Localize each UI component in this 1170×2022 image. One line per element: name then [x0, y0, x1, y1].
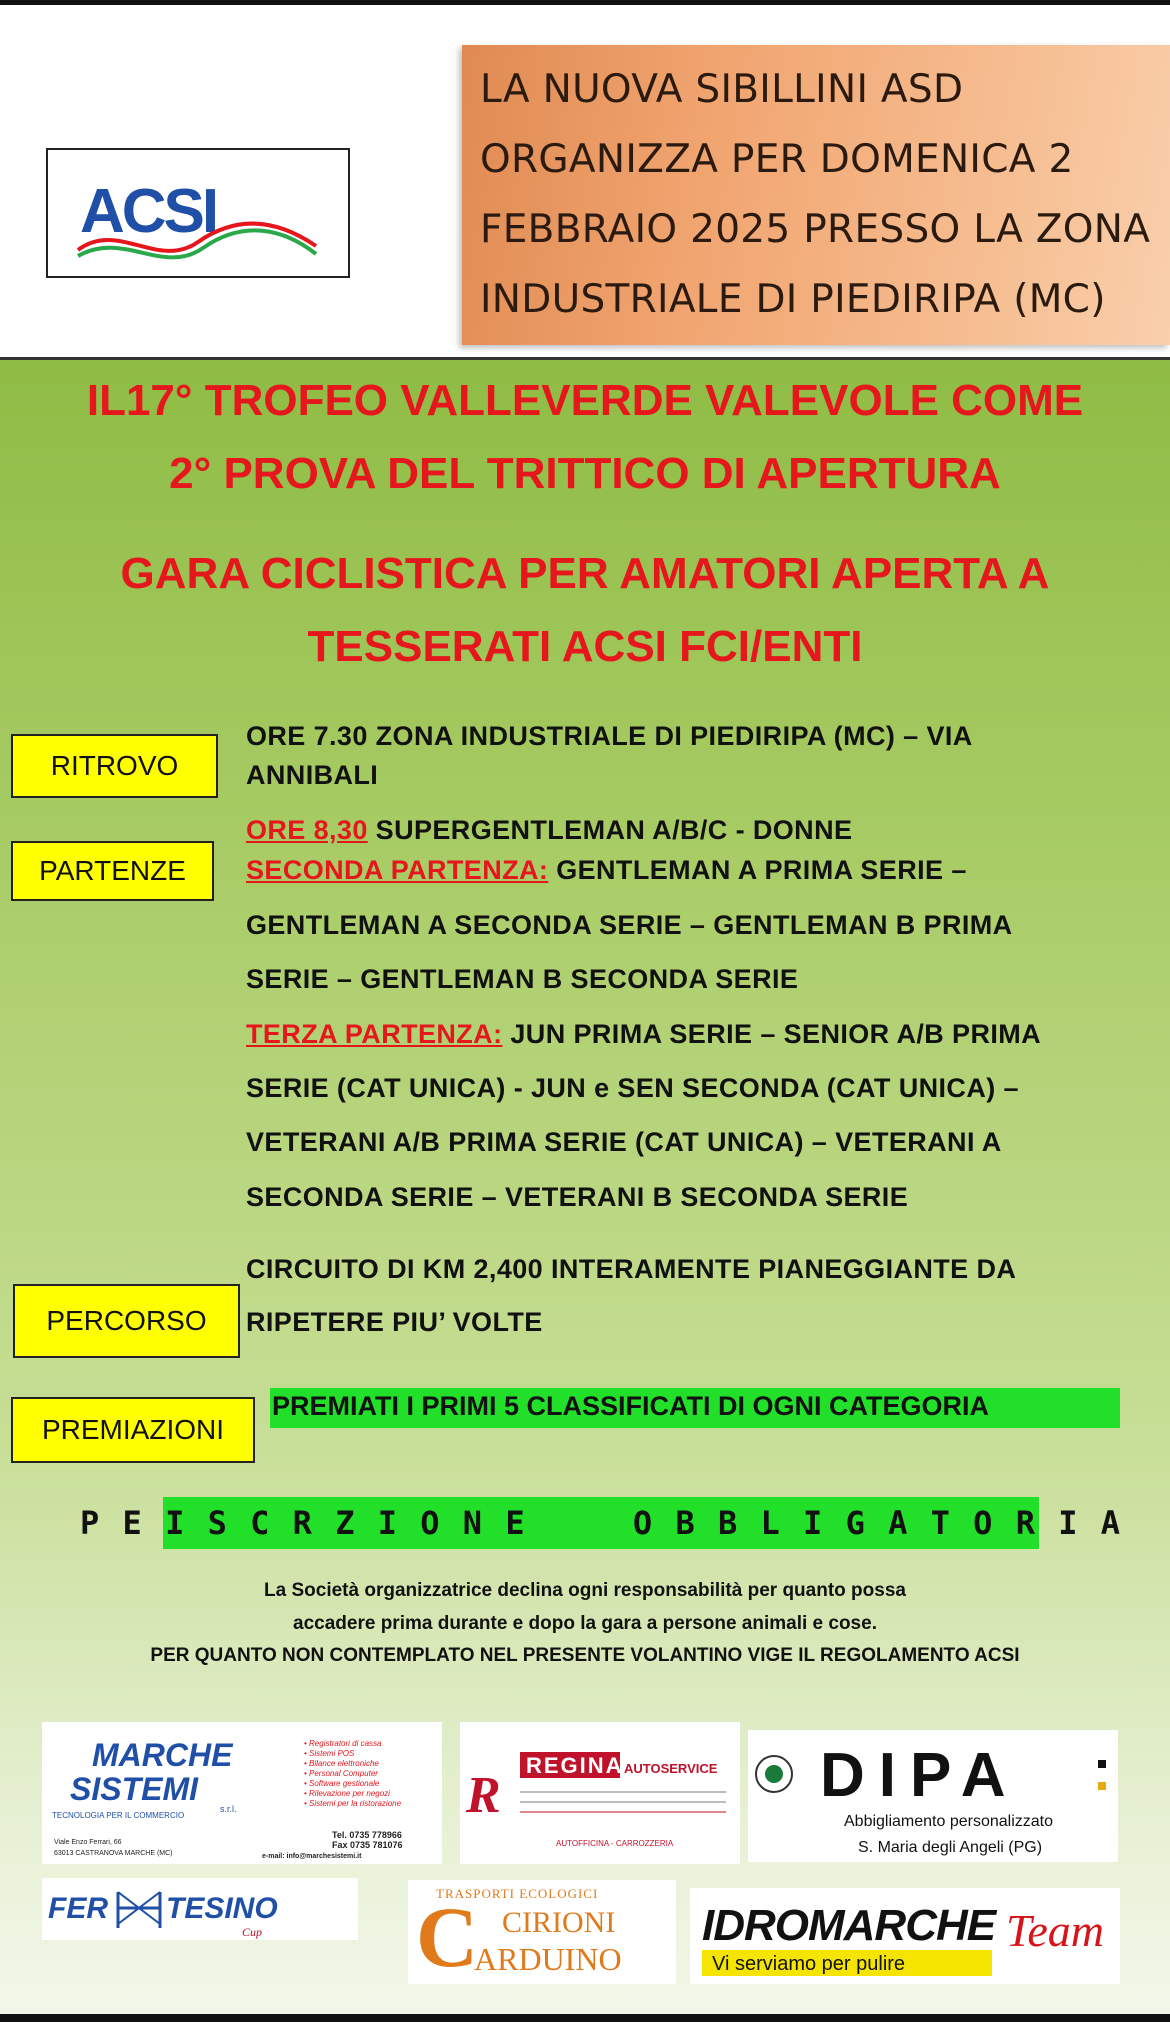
partenze-third-4: SECONDA SERIE – VETERANI B SECONDA SERIE: [246, 1182, 909, 1212]
ritrovo-label: RITROVO: [11, 734, 218, 798]
percorso-line-1: CIRCUITO DI KM 2,400 INTERAMENTE PIANEGGIANTE DA: [246, 1254, 1017, 1284]
marche-tagline: TECNOLOGIA PER IL COMMERCIO: [52, 1811, 185, 1820]
trofeo-title-line-1: IL17° TROFEO VALLEVERDE VALEVOLE COME: [86, 376, 1084, 425]
organizer-line: INDUSTRIALE DI PIEDIRIPA (MC): [480, 277, 1106, 322]
partenze-second: [246, 855, 967, 886]
terza-partenza-label: TERZA PARTENZA:: [246, 1019, 503, 1049]
iscrizione-obbligatoria: P E I S C R Z I O N E O B B L I G A T O R I A: [163, 1497, 1039, 1549]
organizer-line: FEBBRAIO 2025 PRESSO LA ZONA: [480, 207, 1151, 252]
marche-service: • Registratori di cassa: [304, 1739, 382, 1748]
disclaimer-line-1: La Società organizzatrice declina ogni responsabilità per quanto possa: [264, 1580, 906, 1601]
marche-service: • Rilevazione per negozi: [304, 1789, 390, 1798]
seconda-partenza-rest: GENTLEMAN A PRIMA SERIE –: [548, 855, 967, 885]
header: [0, 5, 1170, 357]
terza-partenza-rest: JUN PRIMA SERIE – SENIOR A/B PRIMA: [502, 1019, 1042, 1049]
cirioni-name-1: CIRIONI: [502, 1906, 616, 1939]
idromarche-tagline: Vi serviamo per pulire: [712, 1953, 906, 1975]
partenze-third-2: SERIE (CAT UNICA) - JUN e SEN SECONDA (CAT UNICA) –: [246, 1073, 1019, 1103]
dipa-line-1: Abbigliamento personalizzato: [844, 1813, 1054, 1830]
idromarche-name: IDROMARCHE: [702, 1901, 996, 1950]
fer-name: FER: [48, 1892, 108, 1925]
regina-sub: AUTOFFICINA - CARROZZERIA: [556, 1839, 674, 1848]
disclaimer-line-2: accadere prima durante e dopo la gara a persone animali e cose.: [293, 1613, 877, 1634]
gara-title-line-1: GARA CICLISTICA PER AMATORI APERTA A: [120, 549, 1050, 598]
acsi-logo: [46, 148, 350, 278]
marche-logo-line-1: MARCHE: [92, 1737, 233, 1773]
acsi-logo-text: ACSI: [80, 177, 217, 246]
sponsor-fer-tesino: [42, 1878, 358, 1940]
partenze-label: PARTENZE: [11, 841, 214, 901]
marche-service: • Personal Computer: [304, 1769, 378, 1778]
marche-logo-line-2: SISTEMI: [70, 1771, 199, 1807]
marche-service: • Sistemi POS: [304, 1749, 355, 1758]
regina-crown-icon: R: [466, 1767, 501, 1824]
dipa-line-2: S. Maria degli Angeli (PG): [858, 1839, 1043, 1856]
premiazioni-label: PREMIAZIONI: [11, 1397, 255, 1463]
percorso-label: PERCORSO: [13, 1284, 240, 1358]
percorso-line-2: RIPETERE PIU’ VOLTE: [246, 1307, 543, 1337]
marche-fax: Fax 0735 781076: [332, 1840, 403, 1850]
organizer-line: ORGANIZZA PER DOMENICA 2: [480, 137, 1074, 182]
ritrovo-line-2: ANNIBALI: [246, 760, 379, 790]
cirioni-name-2: ARDUINO: [474, 1941, 622, 1977]
marche-service: • Sistemi per la ristorazione: [304, 1799, 402, 1808]
dipa-name: DIPA: [820, 1741, 1020, 1810]
organizer-box: [462, 45, 1170, 345]
partenze-first: [246, 815, 852, 846]
marche-service: • Bilance elettroniche: [304, 1759, 379, 1768]
premiazioni-text: PREMIATI I PRIMI 5 CLASSIFICATI DI OGNI CATEGORIA: [272, 1391, 990, 1421]
sponsor-regina-autoservice: [460, 1722, 740, 1864]
bottom-border: [0, 2014, 1170, 2022]
sponsor-dipa: [748, 1730, 1118, 1862]
marche-address: 63013 CASTRANOVA MARCHE (MC): [54, 1850, 173, 1857]
organizer-text: [480, 55, 1170, 335]
acsi-logo-mark: [48, 150, 348, 276]
sponsor-idromarche: [690, 1888, 1120, 1984]
tesino-name: TESINO: [166, 1892, 278, 1925]
marche-email: e-mail: info@marchesistemi.it: [262, 1853, 362, 1860]
sponsor-marche-sistemi: [42, 1722, 442, 1864]
tesino-sub: Cup: [242, 1925, 263, 1939]
regina-name: REGINA: [526, 1753, 624, 1778]
trofeo-title-line-2: 2° PROVA DEL TRITTICO DI APERTURA: [169, 449, 1001, 498]
cirioni-c-icon: C: [416, 1889, 479, 1984]
idromarche-team: Team: [1006, 1905, 1104, 1956]
marche-srl: s.r.l.: [220, 1804, 237, 1814]
partenze-first-time: ORE 8,30: [246, 815, 368, 845]
regina-tail: AUTOSERVICE: [624, 1761, 718, 1776]
seconda-partenza-label: SECONDA PARTENZA:: [246, 855, 549, 885]
disclaimer-line-3: PER QUANTO NON CONTEMPLATO NEL PRESENTE VOLANTINO VIGE IL REGOLAMENTO ACSI: [150, 1645, 1020, 1666]
partenze-second-2: GENTLEMAN A SECONDA SERIE – GENTLEMAN B PRIMA: [246, 910, 1013, 940]
marche-service: • Software gestionale: [304, 1779, 380, 1788]
marche-address: Viale Enzo Ferrari, 66: [54, 1839, 122, 1846]
cirioni-top: TRASPORTI ECOLOGICI: [436, 1886, 599, 1901]
marche-tel: Tel. 0735 778966: [332, 1830, 402, 1840]
gara-title-line-2: TESSERATI ACSI FCI/ENTI: [307, 622, 863, 671]
sponsor-cirioni-arduino: [408, 1880, 676, 1984]
partenze-second-3: SERIE – GENTLEMAN B SECONDA SERIE: [246, 964, 799, 994]
partenze-third-3: VETERANI A/B PRIMA SERIE (CAT UNICA) – VETERANI A: [246, 1127, 1002, 1157]
organizer-line: LA NUOVA SIBILLINI ASD: [480, 67, 964, 112]
partenze-first-rest: SUPERGENTLEMAN A/B/C - DONNE: [367, 815, 853, 845]
ritrovo-line-1: ORE 7.30 ZONA INDUSTRIALE DI PIEDIRIPA (MC) – VIA: [246, 721, 973, 751]
partenze-third: [246, 1019, 1041, 1050]
bridge-icon: [118, 1892, 160, 1928]
